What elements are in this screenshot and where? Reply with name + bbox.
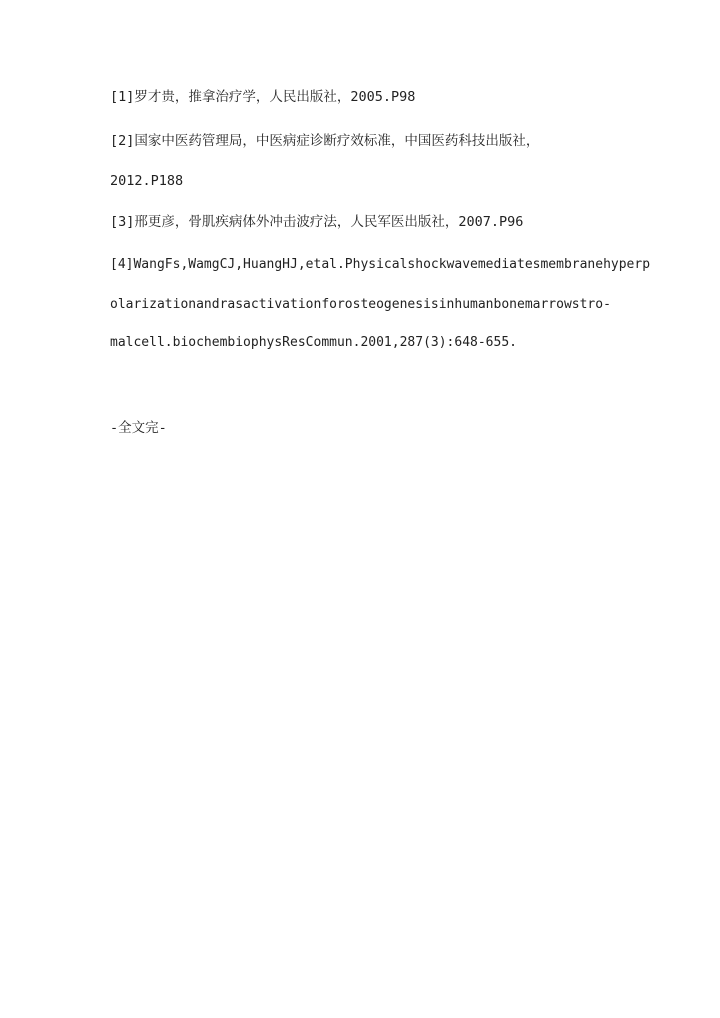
reference-1: [1]罗才贵，推拿治疗学，人民出版社，2005.P98 <box>110 89 416 105</box>
reference-4-line-1: [4]WangFs,WamgCJ,HuangHJ,etal.Physicalshockwavemediatesmembranehyperp <box>110 257 651 272</box>
reference-3: [3]邢更彦，骨肌疾病体外冲击波疗法，人民军医出版社，2007.P96 <box>110 214 524 230</box>
reference-2-line-1: [2]国家中医药管理局，中医病症诊断疗效标准，中国医药科技出版社， <box>110 133 540 149</box>
reference-4-line-3: malcell.biochembiophysResCommun.2001,287(3):648-655. <box>110 335 517 350</box>
reference-2-line-2: 2012.P188 <box>110 173 184 189</box>
end-of-document-mark: -全文完- <box>110 420 167 436</box>
reference-4-line-2: olarizationandrasactivationforosteogenesisinhumanbonemarrowstro- <box>110 297 611 312</box>
